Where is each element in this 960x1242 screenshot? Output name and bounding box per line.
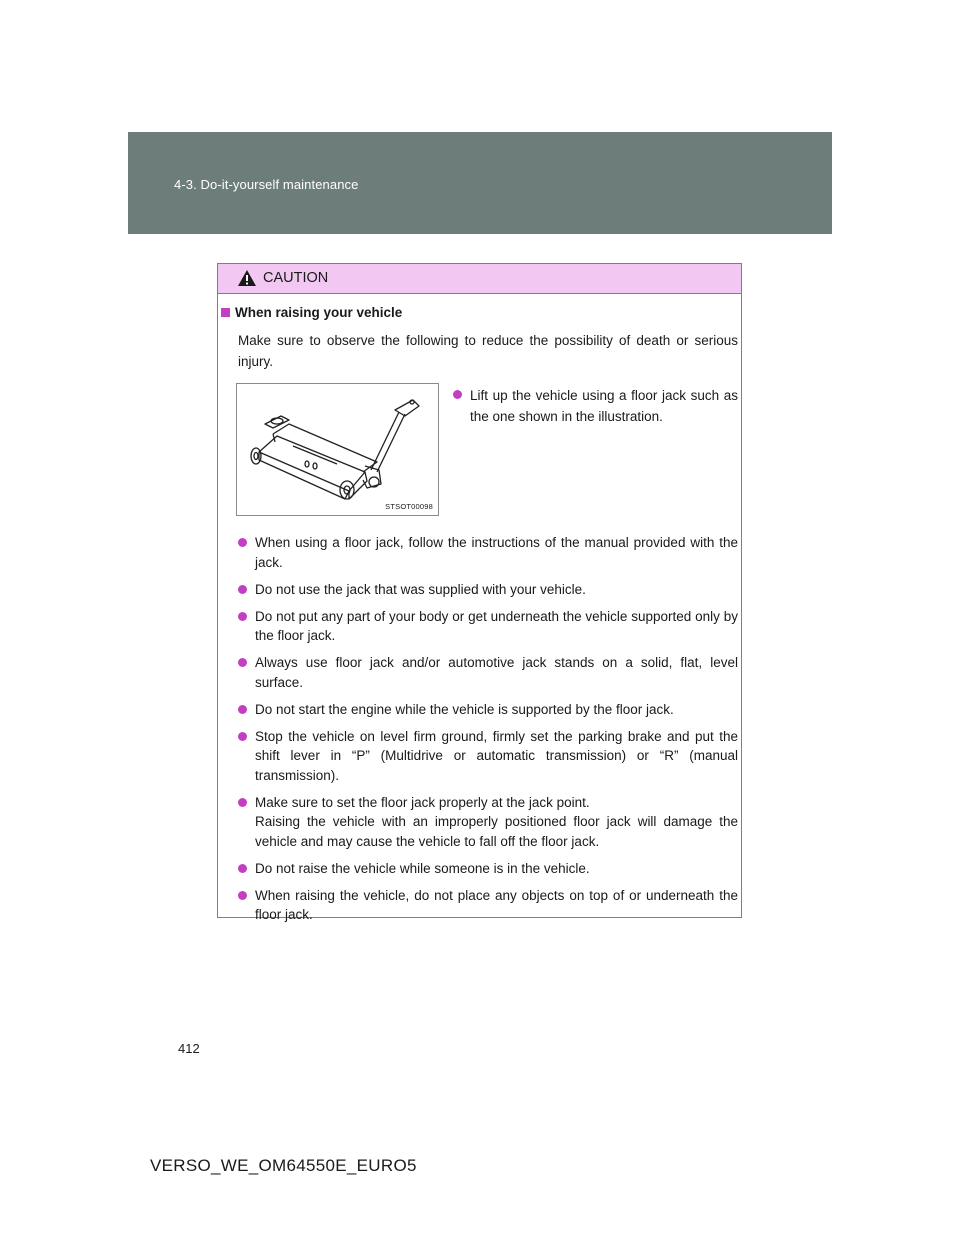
page-number: 412 xyxy=(178,1041,200,1056)
list-item-detail: Raising the vehicle with an improperly positioned floor jack will damage the vehicle and may cause the vehicle to fall off the floor jack. xyxy=(255,814,738,849)
list-item-text: Do not raise the vehicle while someone is in the vehicle. xyxy=(255,860,590,876)
list-item xyxy=(236,727,738,786)
figure-code: STSOT00098 xyxy=(385,502,433,511)
bullet-icon xyxy=(238,864,247,873)
subheading: When raising your vehicle xyxy=(235,305,403,320)
list-item-text: Do not put any part of your body or get underneath the vehicle supported only by the floor jack. xyxy=(255,608,738,643)
list-item xyxy=(236,859,738,879)
bullet-icon xyxy=(238,798,247,807)
list-item-text: Do not start the engine while the vehicle is supported by the floor jack. xyxy=(255,701,674,717)
floor-jack-illustration-icon xyxy=(237,384,438,515)
caution-list xyxy=(236,533,738,932)
list-item-text: When using a floor jack, follow the instructions of the manual provided with the jack. xyxy=(255,535,738,570)
bullet-icon xyxy=(238,585,247,594)
bullet-icon xyxy=(238,705,247,714)
header-band xyxy=(128,132,832,234)
bullet-icon xyxy=(453,390,462,399)
list-item xyxy=(236,607,738,646)
bullet-icon xyxy=(238,612,247,621)
floor-jack-figure xyxy=(236,383,439,516)
list-item-text: Stop the vehicle on level firm ground, firmly set the parking brake and put the shift lever in “P” (Multidrive or automatic transmission) or “R” (manual transmission). xyxy=(255,728,738,783)
list-item xyxy=(236,533,738,572)
section-title: 4-3. Do-it-yourself maintenance xyxy=(174,177,359,192)
caution-label: CAUTION xyxy=(263,270,329,286)
square-bullet-icon xyxy=(221,308,230,317)
bullet-icon xyxy=(238,658,247,667)
list-item xyxy=(451,385,738,427)
list-item xyxy=(236,793,738,852)
list-item xyxy=(236,653,738,692)
bullet-icon xyxy=(238,891,247,900)
caution-box xyxy=(217,263,742,922)
list-item-text: When raising the vehicle, do not place any objects on top of or underneath the floor jack. xyxy=(255,887,738,922)
bullet-icon xyxy=(238,732,247,741)
list-item-text: Lift up the vehicle using a floor jack such as the one shown in the illustration. xyxy=(470,388,738,424)
list-item xyxy=(236,886,738,925)
list-item xyxy=(236,580,738,600)
list-item-text: Make sure to set the floor jack properly at the jack point. xyxy=(255,794,590,810)
list-item-text: Always use floor jack and/or automotive jack stands on a solid, flat, level surface. xyxy=(255,655,738,690)
list-item-text: Do not use the jack that was supplied with your vehicle. xyxy=(255,581,586,597)
bullet-icon xyxy=(238,538,247,547)
list-item xyxy=(236,700,738,720)
footer-code: VERSO_WE_OM64550E_EURO5 xyxy=(150,1156,417,1175)
intro-text: Make sure to observe the following to reduce the possibility of death or serious injury. xyxy=(238,333,738,369)
